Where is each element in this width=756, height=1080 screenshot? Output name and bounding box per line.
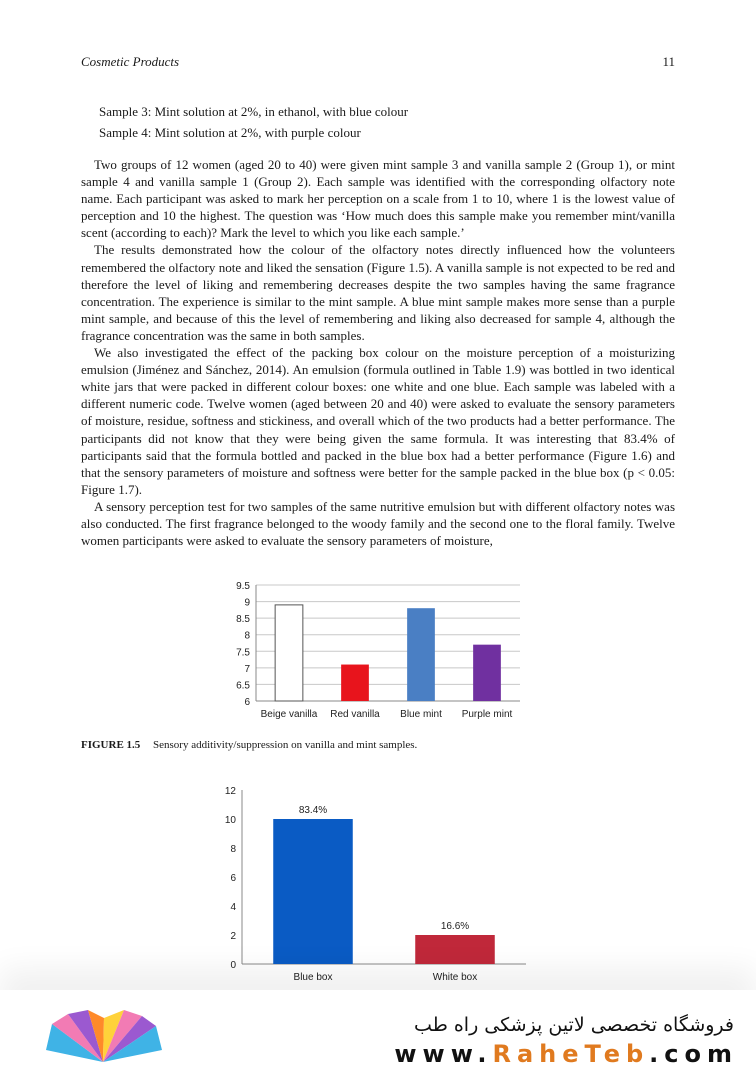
- y-tick-label: 8.5: [236, 614, 250, 626]
- bar: [473, 645, 501, 701]
- y-tick-label: 6: [244, 697, 250, 708]
- x-tick-label: Red vanilla: [330, 709, 380, 720]
- y-tick-label: 0: [230, 960, 236, 971]
- sample-item: Sample 4: Mint solution at 2%, with purple colour: [99, 125, 361, 140]
- y-tick-label: 9.5: [236, 581, 250, 592]
- store-url-suffix: .com: [649, 1040, 738, 1068]
- footer-banner: [0, 990, 756, 1080]
- sample-item: Sample 3: Mint solution at 2%, in ethanol, with blue colour: [99, 104, 409, 119]
- bar: [407, 608, 435, 701]
- sample-list: [99, 101, 408, 143]
- open-book-logo: [38, 1010, 168, 1070]
- y-tick-label: 8: [244, 630, 250, 642]
- store-url-brand: RaheTeb: [492, 1040, 650, 1068]
- figure-caption-text: Sensory additivity/suppression on vanilla and mint samples.: [153, 739, 418, 751]
- paragraph: A sensory perception test for two samples of the same nutritive emulsion but with different olfactory notes was also conducted. The first fragrance belonged to the woody family and the second one to the floral family. Twelve women participants were asked to evaluate the sensory parameters of moisture,: [81, 498, 675, 549]
- paragraph: We also investigated the effect of the packing box colour on the moisture perception of a moisturizing emulsion (Jiménez and Sánchez, 2014). An emulsion (formula outlined in Table 1.9) was bottled in two identical white jars that were packed in different colour boxes: one white and one blue. Each sample was labeled with a different numeric code. Twelve women (aged between 20 and 40) were asked to evaluate the sensory parameters of moisture, residue, softness and stickiness, and overall which of the two products had a better performance. The participants did not know that they were being given the same formula. It was interesting that 83.4% of participants said that the formula bottled and packed in the blue box had a better performance (Figure 1.6) and that the sensory parameters of moisture and softness were better for the sample packed in the blue box (p < 0.05: Figure 1.7).: [81, 345, 675, 497]
- y-tick-label: 10: [224, 815, 236, 826]
- bar: [273, 819, 353, 964]
- store-url-prefix: www.: [394, 1040, 493, 1068]
- y-tick-label: 2: [230, 931, 236, 942]
- bar: [275, 605, 303, 701]
- figure-1-5-bar-chart: [224, 576, 524, 726]
- store-url[interactable]: [394, 1040, 738, 1068]
- figure-caption-label: FIGURE 1.5: [81, 739, 141, 751]
- y-tick-label: 6.5: [236, 680, 250, 692]
- body-text: [81, 156, 675, 549]
- x-tick-label: Beige vanilla: [260, 709, 318, 720]
- y-tick-label: 8: [230, 844, 236, 855]
- y-tick-label: 12: [224, 786, 236, 797]
- x-tick-label: Purple mint: [461, 709, 513, 720]
- y-tick-label: 6: [230, 873, 236, 884]
- x-tick-label: White box: [432, 972, 478, 983]
- bar: [415, 935, 495, 964]
- data-label: 16.6%: [440, 921, 470, 932]
- figure-caption: [81, 739, 417, 751]
- y-tick-label: 7: [244, 663, 250, 675]
- bar: [341, 665, 369, 701]
- figure-1-6-bar-chart: [212, 780, 542, 990]
- y-tick-label: 4: [230, 902, 236, 913]
- y-tick-label: 9: [244, 597, 250, 609]
- running-title: Cosmetic Products: [81, 54, 180, 69]
- y-tick-label: 7.5: [236, 647, 250, 659]
- page-number: 11: [662, 54, 675, 69]
- x-tick-label: Blue box: [293, 972, 333, 983]
- store-name: فروشگاه تخصصی لاتین پزشکی راه طب: [414, 1014, 734, 1036]
- x-tick-label: Blue mint: [400, 709, 442, 720]
- paragraph: The results demonstrated how the colour of the olfactory notes directly influenced how the volunteers remembered the olfactory note and liked the sensation (Figure 1.5). A vanilla sample is not expected to be red and therefore the level of liking and remembering decreases despite the two samples having the same fragrance concentration. The experience is similar to the mint sample. A blue mint sample makes more sense than a purple mint sample, and because of this the level of remembering and liking also decreased for sample 4, although the fragrance concentration was the same in both samples.: [81, 242, 675, 343]
- data-label: 83.4%: [298, 805, 328, 816]
- paragraph: Two groups of 12 women (aged 20 to 40) were given mint sample 3 and vanilla sample 2 (Group 1), or mint sample 4 and vanilla sample 1 (Group 2). Each sample was identified with the corresponding olfactory note name. Each participant was asked to mark her perception on a scale from 1 to 10, where 1 is the lowest value of perception and 10 the highest. The question was ‘How much does this sample make you remember mint/vanilla scent (according to each)? Mark the level to which you like each sample.’: [81, 157, 675, 241]
